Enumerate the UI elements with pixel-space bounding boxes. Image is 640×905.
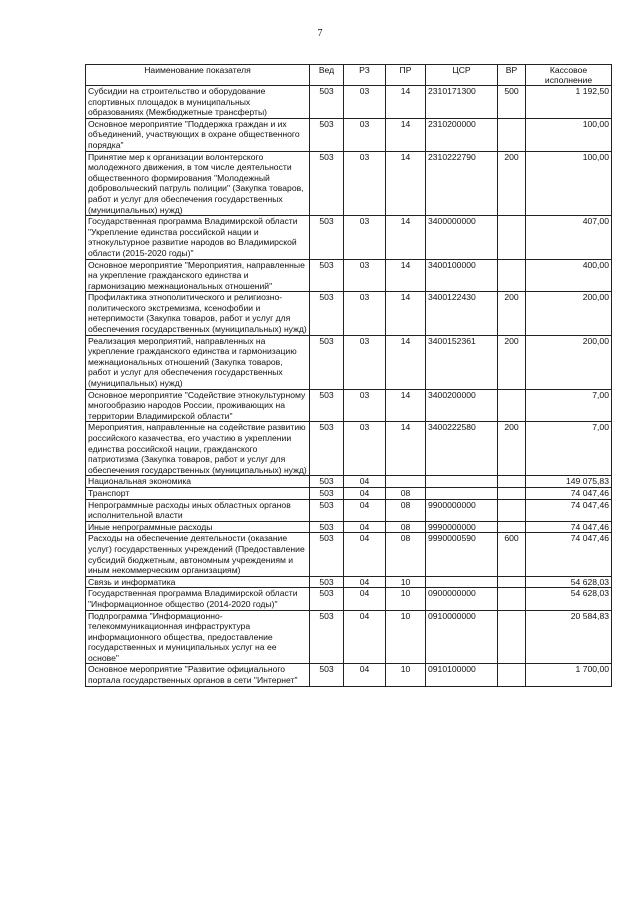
cell-pr: 14 [386,292,426,335]
cell-csr: 3400100000 [426,259,498,292]
cell-name: Государственная программа Владимирской области "Информационное общество (2014-2020 годы)" [86,588,310,610]
cell-pr: 14 [386,259,426,292]
table-row [86,86,612,119]
cell-amount: 149 075,83 [526,476,612,488]
column-header-amount: Кассовое исполнение [526,65,612,86]
cell-pr: 08 [386,499,426,521]
cell-ved: 503 [310,292,344,335]
table-row [86,216,612,259]
cell-rz: 03 [344,292,386,335]
cell-csr: 9990000000 [426,521,498,533]
cell-vr: 200 [498,292,526,335]
cell-csr [426,576,498,588]
cell-vr [498,664,526,686]
cell-amount: 54 628,03 [526,588,612,610]
cell-ved: 503 [310,389,344,422]
budget-table [85,64,612,687]
cell-name: Непрограммные расходы иных областных органов исполнительной власти [86,499,310,521]
table-row [86,487,612,499]
cell-name: Иные непрограммные расходы [86,521,310,533]
cell-ved: 503 [310,664,344,686]
cell-ved: 503 [310,610,344,664]
cell-pr: 14 [386,422,426,476]
cell-rz: 04 [344,576,386,588]
cell-pr: 14 [386,151,426,216]
table-row [86,476,612,488]
cell-name: Основное мероприятие "Поддержка граждан и их объединений, участвующих в охране общественного порядка" [86,118,310,151]
page-number: 7 [317,28,323,39]
cell-pr: 08 [386,487,426,499]
cell-name: Реализация мероприятий, направленных на укрепление гражданского единства и гармонизацию межнациональных отношений (Закупка товаров, работ и услуг для обеспечения государственных (муниципальных) нужд) [86,335,310,389]
cell-amount: 200,00 [526,335,612,389]
table-row [86,610,612,664]
cell-ved: 503 [310,216,344,259]
cell-name: Профилактика этнополитического и религиозно-политического экстремизма, ксенофобии и нетерпимости (Закупка товаров, работ и услуг для обеспечения государственных (муниципальных) нужд) [86,292,310,335]
table-row [86,335,612,389]
cell-rz: 03 [344,118,386,151]
cell-vr [498,476,526,488]
cell-amount: 100,00 [526,118,612,151]
column-header-name: Наименование показателя [86,65,310,86]
cell-amount: 407,00 [526,216,612,259]
cell-csr: 2310200000 [426,118,498,151]
cell-rz: 03 [344,151,386,216]
cell-amount: 20 584,83 [526,610,612,664]
cell-csr: 0910100000 [426,664,498,686]
cell-pr: 08 [386,521,426,533]
cell-amount: 74 047,46 [526,499,612,521]
table-row [86,533,612,576]
cell-csr: 3400152361 [426,335,498,389]
column-header-csr: ЦСР [426,65,498,86]
cell-vr [498,588,526,610]
cell-rz: 04 [344,499,386,521]
cell-name: Подпрограмма "Информационно-телекоммуникационная инфраструктура информационного общества, предоставление государственных и муниципальных услуг на ее основе" [86,610,310,664]
cell-ved: 503 [310,476,344,488]
cell-pr: 10 [386,588,426,610]
cell-ved: 503 [310,499,344,521]
cell-vr [498,499,526,521]
table-row [86,389,612,422]
cell-pr: 14 [386,216,426,259]
cell-pr: 10 [386,576,426,588]
cell-vr: 200 [498,335,526,389]
table-row [86,576,612,588]
table-row [86,588,612,610]
cell-name: Субсидии на строительство и оборудование спортивных площадок в муниципальных образованиях (Межбюджетные трансферты) [86,86,310,119]
cell-pr: 10 [386,610,426,664]
cell-csr: 2310171300 [426,86,498,119]
cell-pr: 14 [386,335,426,389]
cell-ved: 503 [310,533,344,576]
cell-amount: 1 700,00 [526,664,612,686]
cell-name: Мероприятия, направленные на содействие развитию российского казачества, его участию в укреплении единства российской нации, гражданского патриотизма (Закупка товаров, работ и услуг для обеспечения государственных (муниципальных) нужд) [86,422,310,476]
column-header-pr: ПР [386,65,426,86]
cell-rz: 03 [344,86,386,119]
cell-amount: 74 047,46 [526,533,612,576]
cell-rz: 04 [344,476,386,488]
table-row [86,259,612,292]
cell-ved: 503 [310,335,344,389]
table-header-row [86,65,612,86]
cell-csr: 2310222790 [426,151,498,216]
cell-amount: 74 047,46 [526,487,612,499]
table-row [86,664,612,686]
cell-vr: 600 [498,533,526,576]
cell-rz: 04 [344,664,386,686]
cell-vr [498,610,526,664]
cell-csr: 0900000000 [426,588,498,610]
cell-csr: 3400222580 [426,422,498,476]
cell-ved: 503 [310,259,344,292]
cell-rz: 03 [344,335,386,389]
cell-amount: 54 628,03 [526,576,612,588]
cell-csr: 3400122430 [426,292,498,335]
cell-ved: 503 [310,521,344,533]
cell-vr [498,521,526,533]
cell-name: Связь и информатика [86,576,310,588]
cell-name: Национальная экономика [86,476,310,488]
column-header-ved: Вед [310,65,344,86]
cell-name: Государственная программа Владимирской области "Укрепление единства российской нации и этнокультурное развитие народов во Владимирской области (2015-2020 годы)" [86,216,310,259]
column-header-rz: РЗ [344,65,386,86]
cell-rz: 04 [344,588,386,610]
cell-amount: 200,00 [526,292,612,335]
cell-name: Основное мероприятие "Содействие этнокультурному многообразию народов России, проживающих на территории Владимирской области" [86,389,310,422]
cell-name: Принятие мер к организации волонтерского молодежного движения, в том числе деятельности общественного формирования "Молодежный добровольческий патруль полиции" (Закупка товаров, работ и услуг для обеспечения государственных (муниципальных) нужд) [86,151,310,216]
cell-amount: 400,00 [526,259,612,292]
cell-rz: 04 [344,533,386,576]
cell-name: Основное мероприятие "Развитие официального портала государственных органов в сети "Интернет" [86,664,310,686]
cell-ved: 503 [310,588,344,610]
cell-name: Транспорт [86,487,310,499]
cell-vr: 500 [498,86,526,119]
cell-rz: 04 [344,521,386,533]
table-row [86,499,612,521]
table-row [86,292,612,335]
cell-rz: 04 [344,610,386,664]
cell-ved: 503 [310,576,344,588]
cell-vr [498,118,526,151]
cell-csr: 0910000000 [426,610,498,664]
cell-amount: 74 047,46 [526,521,612,533]
cell-ved: 503 [310,487,344,499]
cell-ved: 503 [310,86,344,119]
cell-name: Основное мероприятие "Мероприятия, направленные на укрепление гражданского единства и гармонизацию межнациональных отношений" [86,259,310,292]
cell-vr: 200 [498,422,526,476]
cell-pr: 10 [386,664,426,686]
cell-ved: 503 [310,422,344,476]
table-row [86,151,612,216]
cell-csr: 9900000000 [426,499,498,521]
table-row [86,118,612,151]
cell-pr: 14 [386,86,426,119]
table-row [86,521,612,533]
cell-vr [498,216,526,259]
cell-vr [498,487,526,499]
cell-rz: 03 [344,422,386,476]
cell-rz: 03 [344,259,386,292]
cell-rz: 03 [344,216,386,259]
cell-ved: 503 [310,118,344,151]
cell-csr [426,487,498,499]
cell-pr: 14 [386,118,426,151]
cell-csr [426,476,498,488]
cell-pr [386,476,426,488]
cell-csr: 3400000000 [426,216,498,259]
cell-csr: 9990000590 [426,533,498,576]
cell-vr [498,576,526,588]
cell-rz: 04 [344,487,386,499]
cell-csr: 3400200000 [426,389,498,422]
cell-name: Расходы на обеспечение деятельности (оказание услуг) государственных учреждений (Предоставление субсидий бюджетным, автономным учреждениям и иным некоммерческим организациям) [86,533,310,576]
cell-amount: 100,00 [526,151,612,216]
column-header-vr: ВР [498,65,526,86]
cell-pr: 14 [386,389,426,422]
cell-amount: 7,00 [526,389,612,422]
cell-vr [498,259,526,292]
cell-rz: 03 [344,389,386,422]
table-body [86,86,612,687]
cell-vr: 200 [498,151,526,216]
table-row [86,422,612,476]
cell-amount: 1 192,50 [526,86,612,119]
cell-vr [498,389,526,422]
cell-pr: 08 [386,533,426,576]
cell-amount: 7,00 [526,422,612,476]
cell-ved: 503 [310,151,344,216]
